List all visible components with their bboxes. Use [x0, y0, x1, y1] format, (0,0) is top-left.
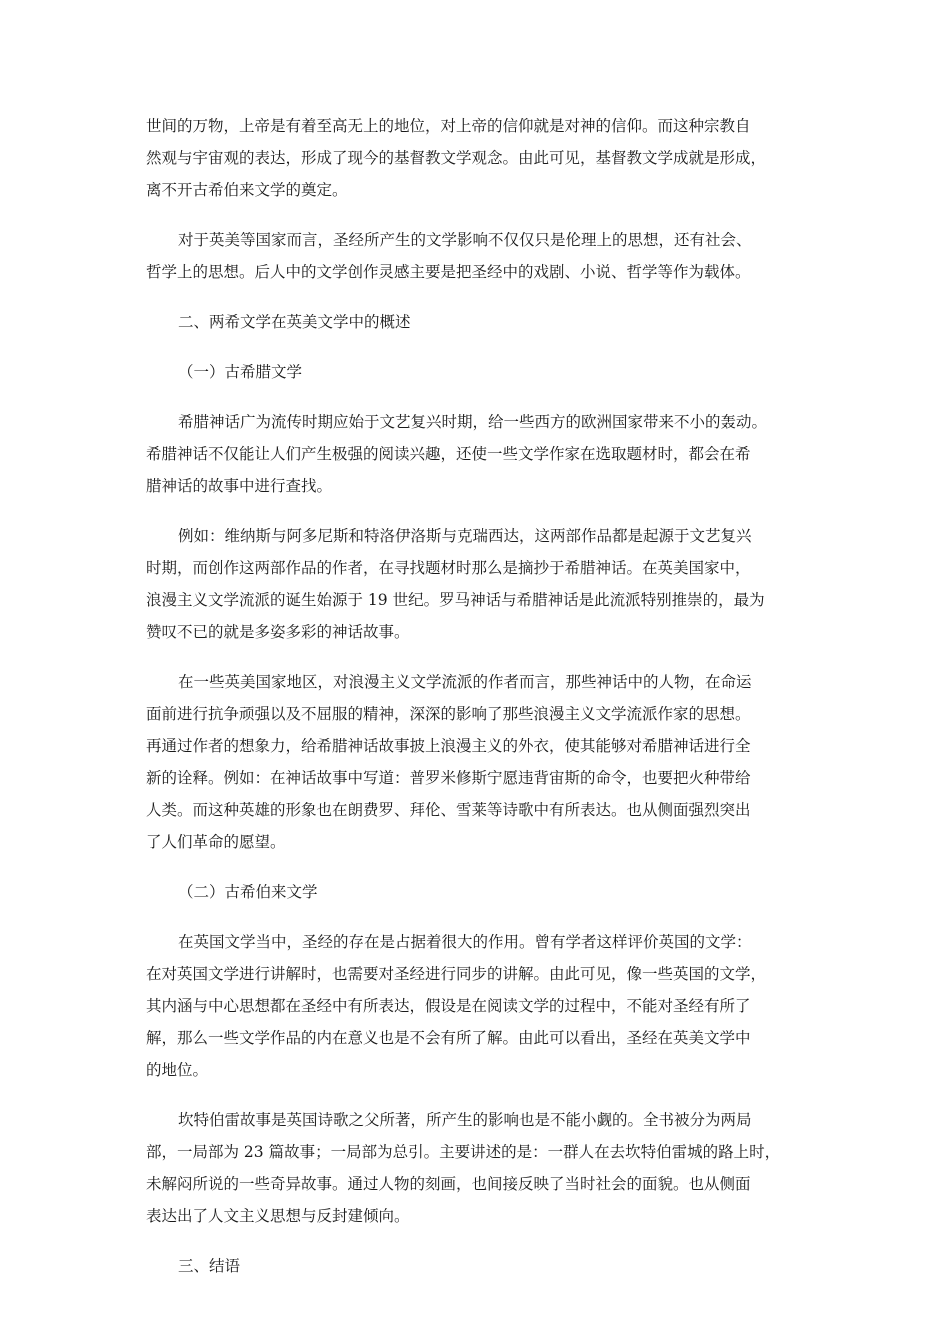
section-heading: 二、两希文学在英美文学中的概述	[178, 313, 411, 331]
text-line: 其内涵与中心思想都在圣经中有所表达，假设是在阅读文学的过程中，不能对圣经有所了	[146, 997, 751, 1015]
text-line: 腊神话的故事中进行查找。	[146, 477, 333, 495]
subsection-heading: （一）古希腊文学	[178, 363, 303, 381]
text-line: 时期，而创作这两部作品的作者，在寻找题材时那么是摘抄于希腊神话。在英美国家中，	[146, 559, 751, 577]
paragraph	[146, 520, 808, 648]
text-line: 再通过作者的想象力，给希腊神话故事披上浪漫主义的外衣，使其能够对希腊神话进行全	[146, 737, 751, 755]
subsection-heading: （二）古希伯来文学	[178, 883, 318, 901]
text-line: 面前进行抗争顽强以及不屈服的精神，深深的影响了那些浪漫主义文学流派作家的思想。	[146, 705, 751, 723]
paragraph	[146, 406, 808, 502]
text-line: 哲学上的思想。后人中的文学创作灵感主要是把圣经中的戏剧、小说、哲学等作为载体。	[146, 263, 751, 281]
text-line: 了人们革命的愿望。	[146, 833, 286, 851]
text-line: 赞叹不已的就是多姿多彩的神话故事。	[146, 623, 410, 641]
text-line: 希腊神话广为流传时期应始于文艺复兴时期，给一些西方的欧洲国家带来不小的轰动。	[178, 413, 768, 431]
section-heading: 三、结语	[178, 1257, 241, 1275]
text-line: 然观与宇宙观的表达，形成了现今的基督教文学观念。由此可见，基督教文学成就是形成，	[146, 149, 767, 167]
text-line: 表达出了人文主义思想与反封建倾向。	[146, 1207, 410, 1225]
paragraph	[146, 110, 808, 206]
text-line: 世间的万物，上帝是有着至高无上的地位，对上帝的信仰就是对神的信仰。而这种宗教自	[146, 117, 751, 135]
text-line: 在英国文学当中，圣经的存在是占据着很大的作用。曾有学者这样评价英国的文学：	[178, 933, 752, 951]
text-line: 坎特伯雷故事是英国诗歌之父所著，所产生的影响也是不能小觑的。全书被分为两局	[178, 1111, 752, 1129]
text-line: 对于英美等国家而言，圣经所产生的文学影响不仅仅只是伦理上的思想，还有社会、	[178, 231, 752, 249]
paragraph	[146, 926, 808, 1086]
text-line: 例如：维纳斯与阿多尼斯和特洛伊洛斯与克瑞西达，这两部作品都是起源于文艺复兴	[178, 527, 752, 545]
text-line: 人类。而这种英雄的形象也在朗费罗、拜伦、雪莱等诗歌中有所表达。也从侧面强烈突出	[146, 801, 751, 819]
text-line: 浪漫主义文学流派的诞生始源于 19 世纪。罗马神话与希腊神话是此流派特别推崇的，最为	[146, 591, 765, 609]
text-line: 希腊神话不仅能让人们产生极强的阅读兴趣，还使一些文学作家在选取题材时，都会在希	[146, 445, 751, 463]
text-line: 在一些英美国家地区，对浪漫主义文学流派的作者而言，那些神话中的人物，在命运	[178, 673, 752, 691]
paragraph	[146, 666, 808, 858]
paragraph	[146, 224, 808, 288]
document-page	[146, 110, 808, 1300]
text-line: 新的诠释。例如：在神话故事中写道：普罗米修斯宁愿违背宙斯的命令，也要把火种带给	[146, 769, 751, 787]
text-line: 解，那么一些文学作品的内在意义也是不会有所了解。由此可以看出，圣经在英美文学中	[146, 1029, 751, 1047]
text-line: 部，一局部为 23 篇故事；一局部为总引。主要讲述的是：一群人在去坎特伯雷城的路上时，	[146, 1143, 781, 1161]
text-line: 离不开古希伯来文学的奠定。	[146, 181, 348, 199]
paragraph	[146, 1104, 808, 1232]
text-line: 的地位。	[146, 1061, 209, 1079]
text-line: 在对英国文学进行讲解时，也需要对圣经进行同步的讲解。由此可见，像一些英国的文学，	[146, 965, 767, 983]
text-line: 未解闷所说的一些奇异故事。通过人物的刻画，也间接反映了当时社会的面貌。也从侧面	[146, 1175, 751, 1193]
